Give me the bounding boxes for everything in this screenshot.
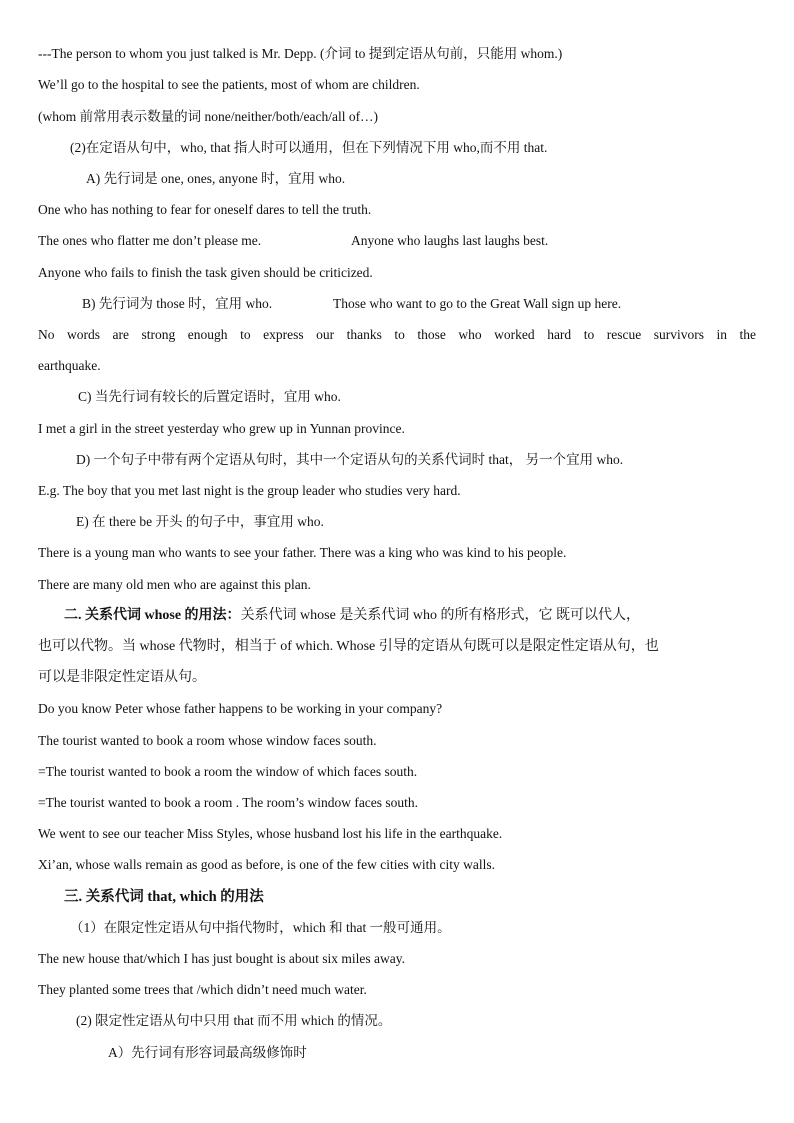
text-line: They planted some trees that /which didn’t need much water. (38, 982, 367, 997)
text-line: E.g. The boy that you met last night is the group leader who studies very hard. (38, 483, 461, 498)
text-line: (whom 前常用表示数量的词 none/neither/both/each/all of…) (38, 109, 379, 124)
section-heading: 三. 关系代词 that, which 的用法 (64, 889, 264, 905)
text-line: There are many old men who are against this plan. (38, 577, 311, 592)
text-line: We went to see our teacher Miss Styles, whose husband lost his life in the earthquake. (38, 826, 503, 841)
text-line: (2) 限定性定语从句中只用 that 而不用 which 的情况。 (76, 1013, 392, 1028)
text-line: We’ll go to the hospital to see the patients, most of whom are children. (38, 77, 420, 92)
text-line: Anyone who laughs last laughs best. (351, 233, 549, 248)
text-line: Those who want to go to the Great Wall sign up here. (333, 296, 622, 311)
text-line: C) 当先行词有较长的后置定语时，宜用 who. (78, 389, 341, 404)
text-line: I met a girl in the street yesterday who grew up in Yunnan province. (38, 421, 405, 436)
text-line: Do you know Peter whose father happens to be working in your company? (38, 701, 443, 716)
section-heading-line (64, 888, 756, 906)
text-line: B) 先行词为 those 时，宜用 who. (82, 296, 273, 311)
text-line: D) 一个句子中带有两个定语从句时，其中一个定语从句的关系代词时 that， 另一个宜用 who. (76, 452, 624, 467)
text-line: E) 在 there be 开头 的句子中，事宜用 who. (76, 514, 324, 529)
text-line: earthquake. (38, 358, 101, 373)
text-line: A) 先行词是 one, ones, anyone 时，宜用 who. (86, 171, 346, 186)
section-heading: 二. 关系代词 whose 的用法： (64, 608, 241, 623)
text-line: =The tourist wanted to book a room . The room’s window faces south. (38, 795, 419, 810)
text-line: The tourist wanted to book a room whose window faces south. (38, 733, 377, 748)
text-line: One who has nothing to fear for oneself dares to tell the truth. (38, 202, 372, 217)
text-line: =The tourist wanted to book a room the window of which faces south. (38, 764, 418, 779)
text-line: (2)在定语从句中，who, that 指人时可以通用，但在下列情况下用 who,而不用 that. (70, 140, 548, 155)
text-line: Xi’an, whose walls remain as good as before, is one of the few cities with city walls. (38, 857, 496, 872)
text-line: 可以是非限定性定语从句。 (38, 670, 206, 685)
text-line: The ones who flatter me don’t please me. (38, 233, 262, 248)
text-line: There is a young man who wants to see your father. There was a king who was kind to his people. (38, 545, 567, 560)
text-line: （1）在限定性定语从句中指代物时，which 和 that 一般可通用。 (70, 920, 451, 935)
text-line: A）先行词有形容词最高级修饰时 (108, 1045, 307, 1060)
text-line: No words are strong enough to express our thanks to those who worked hard to rescue survivors in the (38, 327, 756, 342)
section-heading-line (64, 607, 756, 625)
text-line: The new house that/which I has just bought is about six miles away. (38, 951, 405, 966)
text-line: 也可以代物。当 whose 代物时，相当于 of which. Whose 引导的定语从句既可以是限定性定语从句，也 (38, 639, 659, 654)
text-line: Anyone who fails to finish the task given should be criticized. (38, 265, 373, 280)
section-intro: 关系代词 whose 是关系代词 who 的所有格形式，它 既可以代人， (240, 608, 640, 623)
text-line: ---The person to whom you just talked is Mr. Depp. (介词 to 提到定语从句前，只能用 whom.) (38, 46, 563, 61)
